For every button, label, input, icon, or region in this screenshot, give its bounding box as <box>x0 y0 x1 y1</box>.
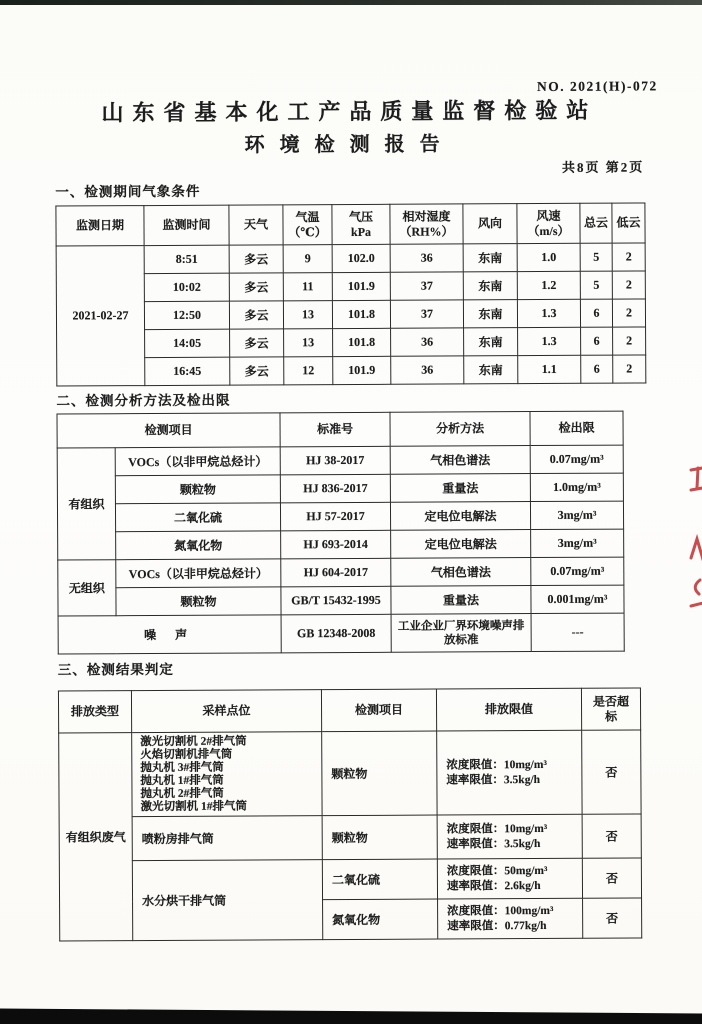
col-header-item: 检测项目 <box>321 689 436 732</box>
cell-item: 氮氧化物 <box>323 899 438 940</box>
table-row <box>59 730 641 817</box>
cell-low-cloud: 2 <box>612 299 645 327</box>
red-handwriting-marks-icon <box>689 448 702 613</box>
cell-standard: HJ 57-2017 <box>280 502 390 531</box>
cell-time: 12:50 <box>144 301 229 329</box>
col-header-standard: 标准号 <box>280 412 390 447</box>
cell-item: VOCs（以非甲烷总烃计） <box>116 559 281 588</box>
sampling-point: 抛丸机 3#排气筒 <box>140 761 224 774</box>
cell-weather: 多云 <box>229 273 283 301</box>
cell-temp: 9 <box>283 245 332 273</box>
cell-limit: 1.0mg/m³ <box>530 473 623 501</box>
cell-time: 10:02 <box>144 273 229 301</box>
cell-item: VOCs（以非甲烷总烃计） <box>115 447 280 476</box>
cell-wind-speed: 1.1 <box>518 355 581 383</box>
cell-wind-speed: 1.2 <box>517 271 580 299</box>
table-row <box>57 501 623 532</box>
photo-edge-bottom <box>0 1009 702 1024</box>
cell-date: 2021-02-27 <box>56 246 145 386</box>
table-row <box>57 355 646 386</box>
cell-emission-limit <box>437 858 582 899</box>
col-header-detection-limit: 检出限 <box>530 411 623 445</box>
table-row <box>58 529 624 560</box>
cell-temp: 13 <box>283 301 332 329</box>
cell-item-noise: 噪 声 <box>58 615 281 654</box>
cell-method: 气相色谱法 <box>390 446 530 475</box>
cell-humidity: 37 <box>390 300 463 328</box>
col-header-low-cloud: 低云 <box>612 203 645 243</box>
cell-temp: 12 <box>284 357 333 385</box>
col-header-exceed: 是否超 标 <box>581 688 640 730</box>
cell-total-cloud: 5 <box>580 271 612 299</box>
cell-time: 8:51 <box>144 245 229 273</box>
analysis-methods-table <box>56 411 624 655</box>
table-row <box>58 557 624 588</box>
cell-total-cloud: 5 <box>580 243 612 271</box>
cell-method: 重量法 <box>391 586 531 615</box>
cell-wind-direction: 东南 <box>463 300 517 328</box>
cell-low-cloud: 2 <box>613 327 646 355</box>
concentration-limit: 浓度限值：100mg/m³ <box>447 904 554 918</box>
cell-exceed: 否 <box>583 898 642 938</box>
cell-wind-speed: 1.0 <box>517 243 580 271</box>
table-row <box>58 613 624 654</box>
cell-weather: 多云 <box>229 245 283 273</box>
cell-sampling-points <box>132 732 322 817</box>
cell-wind-direction: 东南 <box>463 272 517 300</box>
col-header-item: 检测项目 <box>57 413 280 448</box>
table-row <box>57 445 623 476</box>
table-row <box>59 814 641 861</box>
col-header-total-cloud: 总云 <box>580 203 612 243</box>
col-header-humidity: 相对湿度 （RH%） <box>390 204 463 244</box>
cell-sampling-points: 喷粉房排气筒 <box>132 816 322 861</box>
page-number-info: 共8页 第2页 <box>561 159 645 175</box>
cell-exceed: 否 <box>582 730 641 814</box>
sampling-point: 抛丸机 2#排气筒 <box>140 787 224 800</box>
cell-emission-limit <box>437 730 582 815</box>
cell-wind-direction: 东南 <box>464 356 518 384</box>
rate-limit: 速率限值：0.77kg/h <box>447 919 547 933</box>
table-row <box>56 271 645 302</box>
results-judgement-table <box>58 687 642 941</box>
col-header-emission-limit: 排放限值 <box>436 688 581 731</box>
cell-pressure: 101.8 <box>333 328 391 356</box>
cell-total-cloud: 6 <box>580 299 612 327</box>
cell-pressure: 101.9 <box>333 356 391 384</box>
col-header-method: 分析方法 <box>390 412 530 447</box>
cell-wind-speed: 1.3 <box>517 299 580 327</box>
cell-limit: --- <box>531 613 624 651</box>
cell-limit: 3mg/m³ <box>530 501 623 529</box>
cell-weather: 多云 <box>230 357 284 385</box>
cell-method: 定电位电解法 <box>390 502 530 531</box>
station-title: 山东省基本化工产品质量监督检验站 <box>101 97 598 126</box>
col-header-time: 监测时间 <box>144 205 229 245</box>
cell-method: 气相色谱法 <box>391 558 531 587</box>
cell-category-unorganized: 无组织 <box>58 560 116 616</box>
cell-emission-type: 有组织废气 <box>59 733 133 941</box>
cell-temp: 11 <box>283 273 332 301</box>
cell-wind-direction: 东南 <box>464 328 518 356</box>
table-row <box>56 243 645 274</box>
sampling-point: 火焰切割机排气筒 <box>140 748 233 761</box>
cell-method: 定电位电解法 <box>391 530 531 559</box>
col-header-temp: 气温 （℃） <box>283 205 332 245</box>
concentration-limit: 浓度限值：50mg/m³ <box>446 864 548 878</box>
report-content <box>55 78 658 941</box>
cell-low-cloud: 2 <box>612 243 645 271</box>
rate-limit: 速率限值：3.5kg/h <box>446 837 541 851</box>
rate-limit: 速率限值：2.6kg/h <box>446 879 541 893</box>
cell-pressure: 101.9 <box>332 272 390 300</box>
col-header-sampling-point: 采样点位 <box>131 690 321 733</box>
table-row <box>57 473 623 504</box>
col-header-wind-speed: 风速 （m/s） <box>517 203 580 243</box>
cell-humidity: 36 <box>391 356 464 384</box>
report-title: 环境检测报告 <box>244 133 455 157</box>
cell-item: 颗粒物 <box>116 587 281 616</box>
cell-low-cloud: 2 <box>613 355 646 383</box>
cell-temp: 13 <box>284 329 333 357</box>
cell-total-cloud: 6 <box>581 327 613 355</box>
cell-item: 二氧化硫 <box>322 859 437 900</box>
cell-limit: 0.07mg/m³ <box>531 557 624 585</box>
cell-total-cloud: 6 <box>581 355 613 383</box>
cell-time: 16:45 <box>145 357 230 385</box>
cell-item: 二氧化硫 <box>115 503 280 532</box>
cell-humidity: 36 <box>391 328 464 356</box>
cell-weather: 多云 <box>230 329 284 357</box>
sampling-point: 抛丸机 1#排气筒 <box>140 774 224 787</box>
cell-weather: 多云 <box>229 301 283 329</box>
cell-emission-limit <box>438 898 583 939</box>
cell-pressure: 101.8 <box>332 300 390 328</box>
cell-time: 14:05 <box>145 329 230 357</box>
cell-standard: GB/T 15432-1995 <box>281 586 391 615</box>
cell-humidity: 36 <box>390 244 463 272</box>
cell-standard: HJ 38-2017 <box>280 446 390 475</box>
report-number: NO. 2021(H)-072 <box>536 78 658 95</box>
cell-category-organized: 有组织 <box>57 448 116 560</box>
cell-method: 重量法 <box>390 474 530 503</box>
section1-heading: 一、检测期间气象条件 <box>55 183 201 200</box>
col-header-weather: 天气 <box>229 205 283 245</box>
cell-method: 工业企业厂界环境噪声排放标准 <box>391 614 531 653</box>
table-row <box>57 327 646 358</box>
cell-item: 颗粒物 <box>115 475 280 504</box>
photo-edge-top <box>0 0 702 5</box>
table-row <box>56 299 645 330</box>
concentration-limit: 浓度限值：10mg/m³ <box>446 758 547 772</box>
cell-low-cloud: 2 <box>612 271 645 299</box>
cell-standard: HJ 604-2017 <box>281 558 391 587</box>
table-row <box>58 585 624 616</box>
col-header-wind-direction: 风向 <box>463 204 517 244</box>
cell-standard: GB 12348-2008 <box>281 614 391 653</box>
concentration-limit: 浓度限值：10mg/m³ <box>446 822 548 836</box>
cell-limit: 3mg/m³ <box>531 529 624 557</box>
weather-conditions-table <box>55 202 646 386</box>
section2-heading: 二、检测分析方法及检出限 <box>56 392 231 409</box>
cell-exceed: 否 <box>582 858 641 898</box>
cell-item: 颗粒物 <box>322 815 437 860</box>
rate-limit: 速率限值：3.5kg/h <box>446 773 541 787</box>
section3-heading: 三、检测结果判定 <box>57 661 174 678</box>
cell-pressure: 102.0 <box>332 244 390 272</box>
cell-sampling-points: 水分烘干排气筒 <box>132 860 322 941</box>
cell-standard: HJ 836-2017 <box>280 474 390 503</box>
cell-item: 颗粒物 <box>322 731 437 816</box>
cell-item: 氮氧化物 <box>116 531 281 560</box>
sampling-point: 激光切割机 1#排气筒 <box>140 800 247 813</box>
cell-standard: HJ 693-2014 <box>281 530 391 559</box>
cell-wind-direction: 东南 <box>463 244 517 272</box>
table-row <box>59 858 641 901</box>
sampling-point: 激光切割机 2#排气筒 <box>140 735 247 748</box>
cell-exceed: 否 <box>582 814 641 858</box>
col-header-emission-type: 排放类型 <box>58 691 131 733</box>
cell-wind-speed: 1.3 <box>518 327 581 355</box>
cell-emission-limit <box>437 814 582 859</box>
cell-limit: 0.001mg/m³ <box>531 585 624 613</box>
cell-limit: 0.07mg/m³ <box>530 445 623 473</box>
cell-humidity: 37 <box>390 272 463 300</box>
col-header-date: 监测日期 <box>56 206 144 246</box>
col-header-pressure: 气压 kPa <box>332 204 390 244</box>
